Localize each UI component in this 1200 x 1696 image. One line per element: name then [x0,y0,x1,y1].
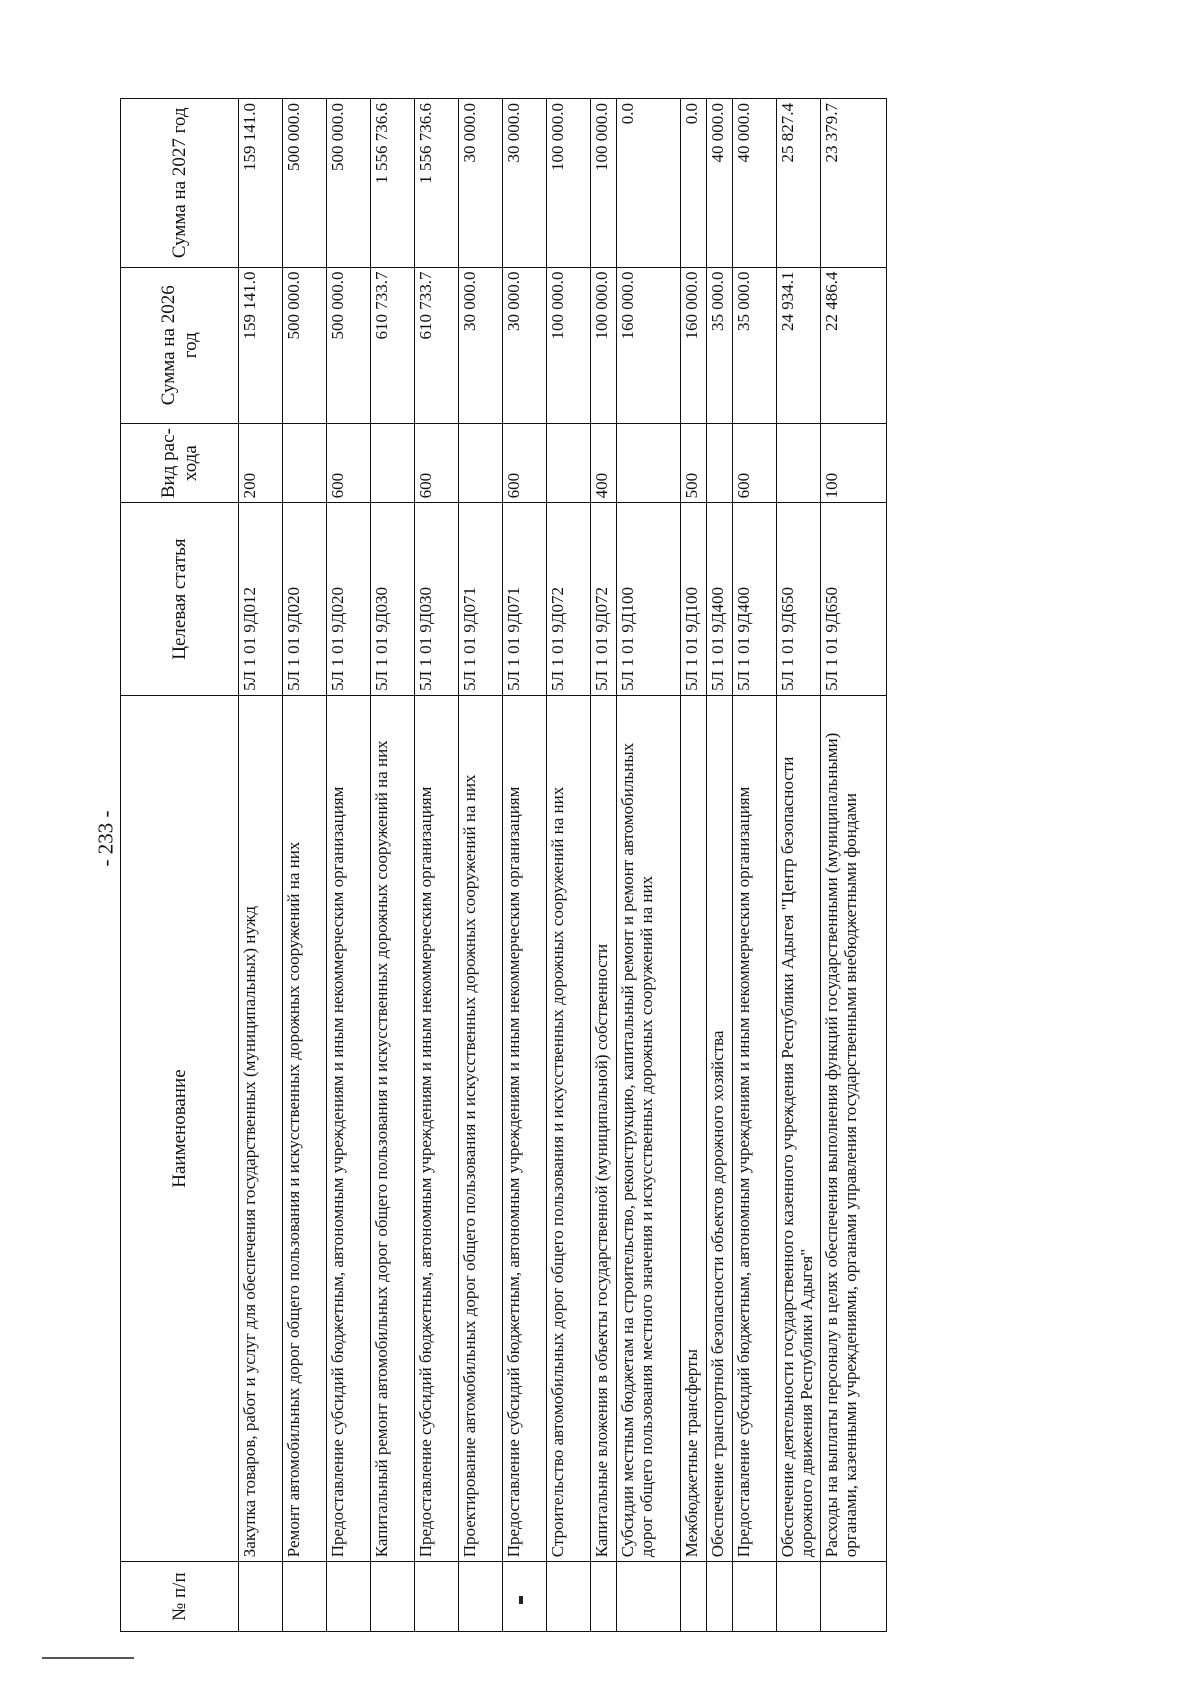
cell-idx [415,1562,459,1632]
cell-name: Строительство автомобильных дорог общего пользования и искусственных дорожных сооружений на них [547,695,591,1561]
cell-code: 5Л 1 01 9Д400 [733,503,777,696]
cell-name: Субсидии местным бюджетам на строительство, реконструкцию, капитальный ремонт и ремонт автомобильных дорог общего пользования местного значения и искусственных дорожных сооружений на них [617,695,681,1561]
cell-idx [547,1562,591,1632]
cell-sum-2026: 160 000.0 [681,267,707,423]
cell-name: Обеспечение транспортной безопасности объектов дорожного хозяйства [707,695,733,1561]
cell-idx [591,1562,617,1632]
cell-name: Предоставление субсидий бюджетным, автономным учреждениям и иным некоммерческим организациям [327,695,371,1561]
cell-code: 5Л 1 01 9Д030 [415,503,459,696]
cell-kind [777,423,821,502]
cell-idx [459,1562,503,1632]
cell-idx [681,1562,707,1632]
cell-idx [327,1562,371,1632]
cell-sum-2027: 0.0 [617,99,681,268]
cell-sum-2027: 1 556 736.6 [371,99,415,268]
table-row [821,99,887,1632]
cell-sum-2026: 30 000.0 [459,267,503,423]
table-row [415,99,459,1632]
cell-name: Капитальные вложения в объекты государственной (муниципальной) собственности [591,695,617,1561]
cell-kind [547,423,591,502]
cell-idx [283,1562,327,1632]
cell-sum-2026: 35 000.0 [733,267,777,423]
table-header-row [121,99,239,1632]
cell-sum-2027: 30 000.0 [503,99,547,268]
cell-sum-2026: 500 000.0 [283,267,327,423]
cell-kind [283,423,327,502]
header-code: Целевая статья [121,503,239,696]
rotated-page-content [120,98,1200,1621]
cell-code: 5Л 1 01 9Д400 [707,503,733,696]
budget-table-container [120,98,1058,1632]
cell-idx [707,1562,733,1632]
table-row [777,99,821,1632]
cell-sum-2026: 30 000.0 [503,267,547,423]
table-row [681,99,707,1632]
budget-table [120,98,887,1632]
scan-dot [519,1596,523,1604]
cell-kind: 400 [591,423,617,502]
cell-kind: 100 [821,423,887,502]
cell-idx [503,1562,547,1632]
cell-code: 5Л 1 01 9Д071 [459,503,503,696]
cell-code: 5Л 1 01 9Д020 [283,503,327,696]
cell-name: Расходы на выплаты персоналу в целях обеспечения выполнения функций государственными (муниципальными) органами, казенными учреждениями, органами управления государственными внебюджетными фондами [821,695,887,1561]
cell-sum-2027: 500 000.0 [283,99,327,268]
header-sum-2027: Сумма на 2027 год [121,99,239,268]
cell-sum-2026: 500 000.0 [327,267,371,423]
cell-code: 5Л 1 01 9Д012 [239,503,283,696]
header-name: Наименование [121,695,239,1561]
cell-kind: 200 [239,423,283,502]
table-row [283,99,327,1632]
cell-name: Предоставление субсидий бюджетным, автономным учреждениям и иным некоммерческим организациям [733,695,777,1561]
cell-sum-2026: 35 000.0 [707,267,733,423]
cell-idx [617,1562,681,1632]
cell-sum-2027: 1 556 736.6 [415,99,459,268]
cell-sum-2026: 160 000.0 [617,267,681,423]
table-row [733,99,777,1632]
cell-sum-2027: 159 141.0 [239,99,283,268]
cell-sum-2027: 30 000.0 [459,99,503,268]
cell-name: Обеспечение деятельности государственного казенного учреждения Республики Адыгея "Центр безопасности дорожного движения Республики Адыгея" [777,695,821,1561]
cell-sum-2026: 22 486.4 [821,267,887,423]
cell-idx [371,1562,415,1632]
cell-kind: 500 [681,423,707,502]
cell-code: 5Л 1 01 9Д100 [617,503,681,696]
cell-code: 5Л 1 01 9Д072 [547,503,591,696]
header-idx: № п/п [121,1562,239,1632]
scan-line [42,1657,134,1659]
cell-code: 5Л 1 01 9Д650 [777,503,821,696]
cell-name: Предоставление субсидий бюджетным, автономным учреждениям и иным некоммерческим организациям [503,695,547,1561]
page-number: - 233 - [93,810,118,867]
cell-code: 5Л 1 01 9Д071 [503,503,547,696]
cell-sum-2026: 100 000.0 [547,267,591,423]
cell-name: Межбюджетные трансферты [681,695,707,1561]
table-row [239,99,283,1632]
cell-kind [617,423,681,502]
table-body [239,99,887,1632]
cell-name: Проектирование автомобильных дорог общего пользования и искусственных дорожных сооружений на них [459,695,503,1561]
header-kind: Вид рас-хода [121,423,239,502]
cell-sum-2026: 610 733.7 [415,267,459,423]
cell-sum-2026: 100 000.0 [591,267,617,423]
cell-code: 5Л 1 01 9Д020 [327,503,371,696]
cell-name: Ремонт автомобильных дорог общего пользования и искусственных дорожных сооружений на них [283,695,327,1561]
cell-sum-2027: 40 000.0 [707,99,733,268]
cell-sum-2027: 100 000.0 [547,99,591,268]
cell-code: 5Л 1 01 9Д650 [821,503,887,696]
table-row [547,99,591,1632]
cell-sum-2027: 25 827.4 [777,99,821,268]
cell-code: 5Л 1 01 9Д030 [371,503,415,696]
cell-sum-2027: 500 000.0 [327,99,371,268]
table-row [371,99,415,1632]
cell-kind [459,423,503,502]
cell-code: 5Л 1 01 9Д100 [681,503,707,696]
cell-code: 5Л 1 01 9Д072 [591,503,617,696]
cell-sum-2026: 610 733.7 [371,267,415,423]
cell-idx [777,1562,821,1632]
cell-kind: 600 [503,423,547,502]
cell-sum-2027: 100 000.0 [591,99,617,268]
cell-name: Закупка товаров, работ и услуг для обеспечения государственных (муниципальных) нужд [239,695,283,1561]
table-row [327,99,371,1632]
table-row [459,99,503,1632]
cell-sum-2027: 0.0 [681,99,707,268]
cell-idx [733,1562,777,1632]
cell-kind: 600 [415,423,459,502]
cell-idx [239,1562,283,1632]
header-sum-2026: Сумма на 2026 год [121,267,239,423]
cell-kind: 600 [733,423,777,502]
table-row [707,99,733,1632]
cell-kind [371,423,415,502]
table-row [503,99,547,1632]
cell-name: Предоставление субсидий бюджетным, автономным учреждениям и иным некоммерческим организациям [415,695,459,1561]
cell-name: Капитальный ремонт автомобильных дорог общего пользования и искусственных дорожных сооружений на них [371,695,415,1561]
cell-idx [821,1562,887,1632]
table-row [617,99,681,1632]
cell-sum-2026: 159 141.0 [239,267,283,423]
table-row [591,99,617,1632]
cell-sum-2026: 24 934.1 [777,267,821,423]
cell-kind [707,423,733,502]
cell-sum-2027: 23 379.7 [821,99,887,268]
cell-kind: 600 [327,423,371,502]
cell-sum-2027: 40 000.0 [733,99,777,268]
